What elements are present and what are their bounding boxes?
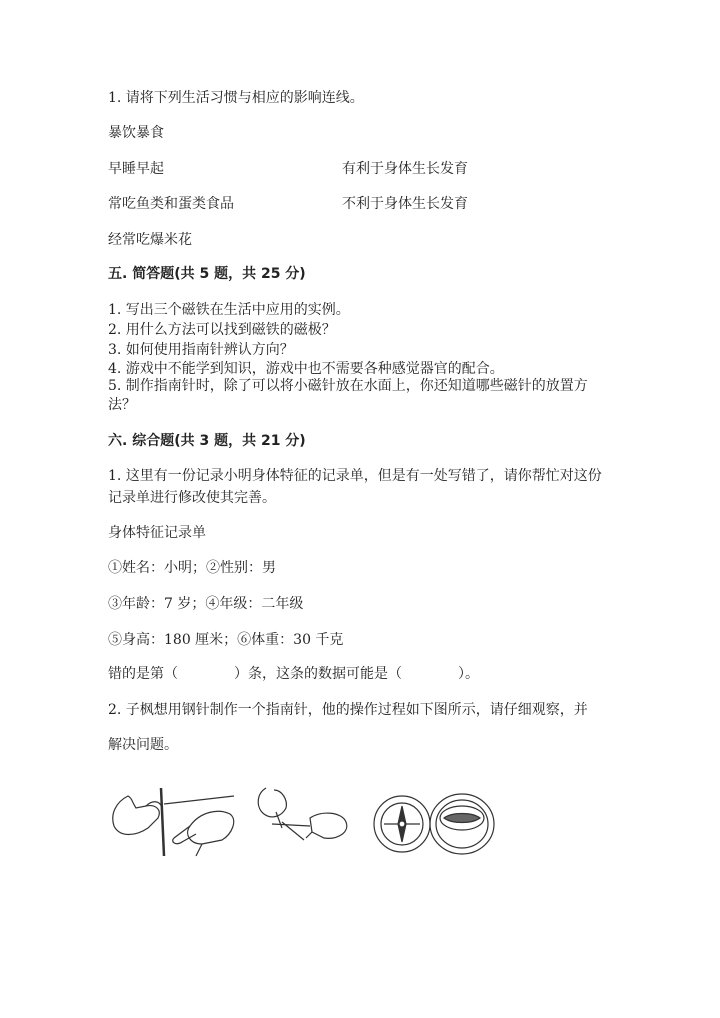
record-line-1: ①姓名：小明；②性别：男 <box>108 560 276 576</box>
habit-item-4: 经常吃爆米花 <box>108 232 192 248</box>
section5-heading: 五. 简答题(共 5 题，共 25 分) <box>108 266 306 282</box>
effect-item-2: 不利于身体生长发育 <box>342 196 468 212</box>
magnetize-needle-illustration <box>113 788 234 856</box>
habit-item-1: 暴饮暴食 <box>108 125 164 141</box>
record-title: 身体特征记录单 <box>108 525 206 541</box>
habit-item-2: 早睡早起 <box>108 161 164 177</box>
compass-question-prompt-cont: 解决问题。 <box>108 737 178 753</box>
compass-making-illustration <box>106 782 506 862</box>
section6-heading: 六. 综合题(共 3 题，共 21 分) <box>108 433 306 449</box>
short-question-2: 2. 用什么方法可以找到磁铁的磁极？ <box>108 322 336 338</box>
compass-question-prompt: 2. 子枫想用钢针制作一个指南针，他的操作过程如下图所示，请仔细观察，并 <box>108 702 588 718</box>
short-question-3: 3. 如何使用指南针辨认方向？ <box>108 342 294 358</box>
habit-item-3: 常吃鱼类和蛋类食品 <box>108 196 234 212</box>
hang-needle-illustration <box>258 788 347 840</box>
answer-blank-line: 错的是第（ ）条，这条的数据可能是（ ）。 <box>108 666 479 682</box>
short-question-5: 5. 制作指南针时，除了可以将小磁针放在水面上，你还知道哪些磁针的放置方法？ <box>108 378 588 413</box>
compass-dial-illustration <box>374 796 430 852</box>
record-question-prompt: 1. 这里有一份记录小明身体特征的记录单，但是有一处写错了，请你帮忙对这份记录单进行修改使其完善。 <box>108 468 602 506</box>
short-question-4: 4. 游戏中不能学到知识，游戏中也不需要各种感觉器官的配合。 <box>108 361 504 377</box>
effect-item-1: 有利于身体生长发育 <box>342 161 468 177</box>
short-question-1: 1. 写出三个磁铁在生活中应用的实例。 <box>108 302 350 318</box>
record-line-3: ⑤身高：180 厘米；⑥体重：30 千克 <box>108 632 344 648</box>
matching-question-prompt: 1. 请将下列生活习惯与相应的影响连线。 <box>108 90 364 106</box>
record-line-2: ③年龄：7 岁；④年级：二年级 <box>108 596 304 612</box>
floating-needle-illustration <box>430 794 494 854</box>
